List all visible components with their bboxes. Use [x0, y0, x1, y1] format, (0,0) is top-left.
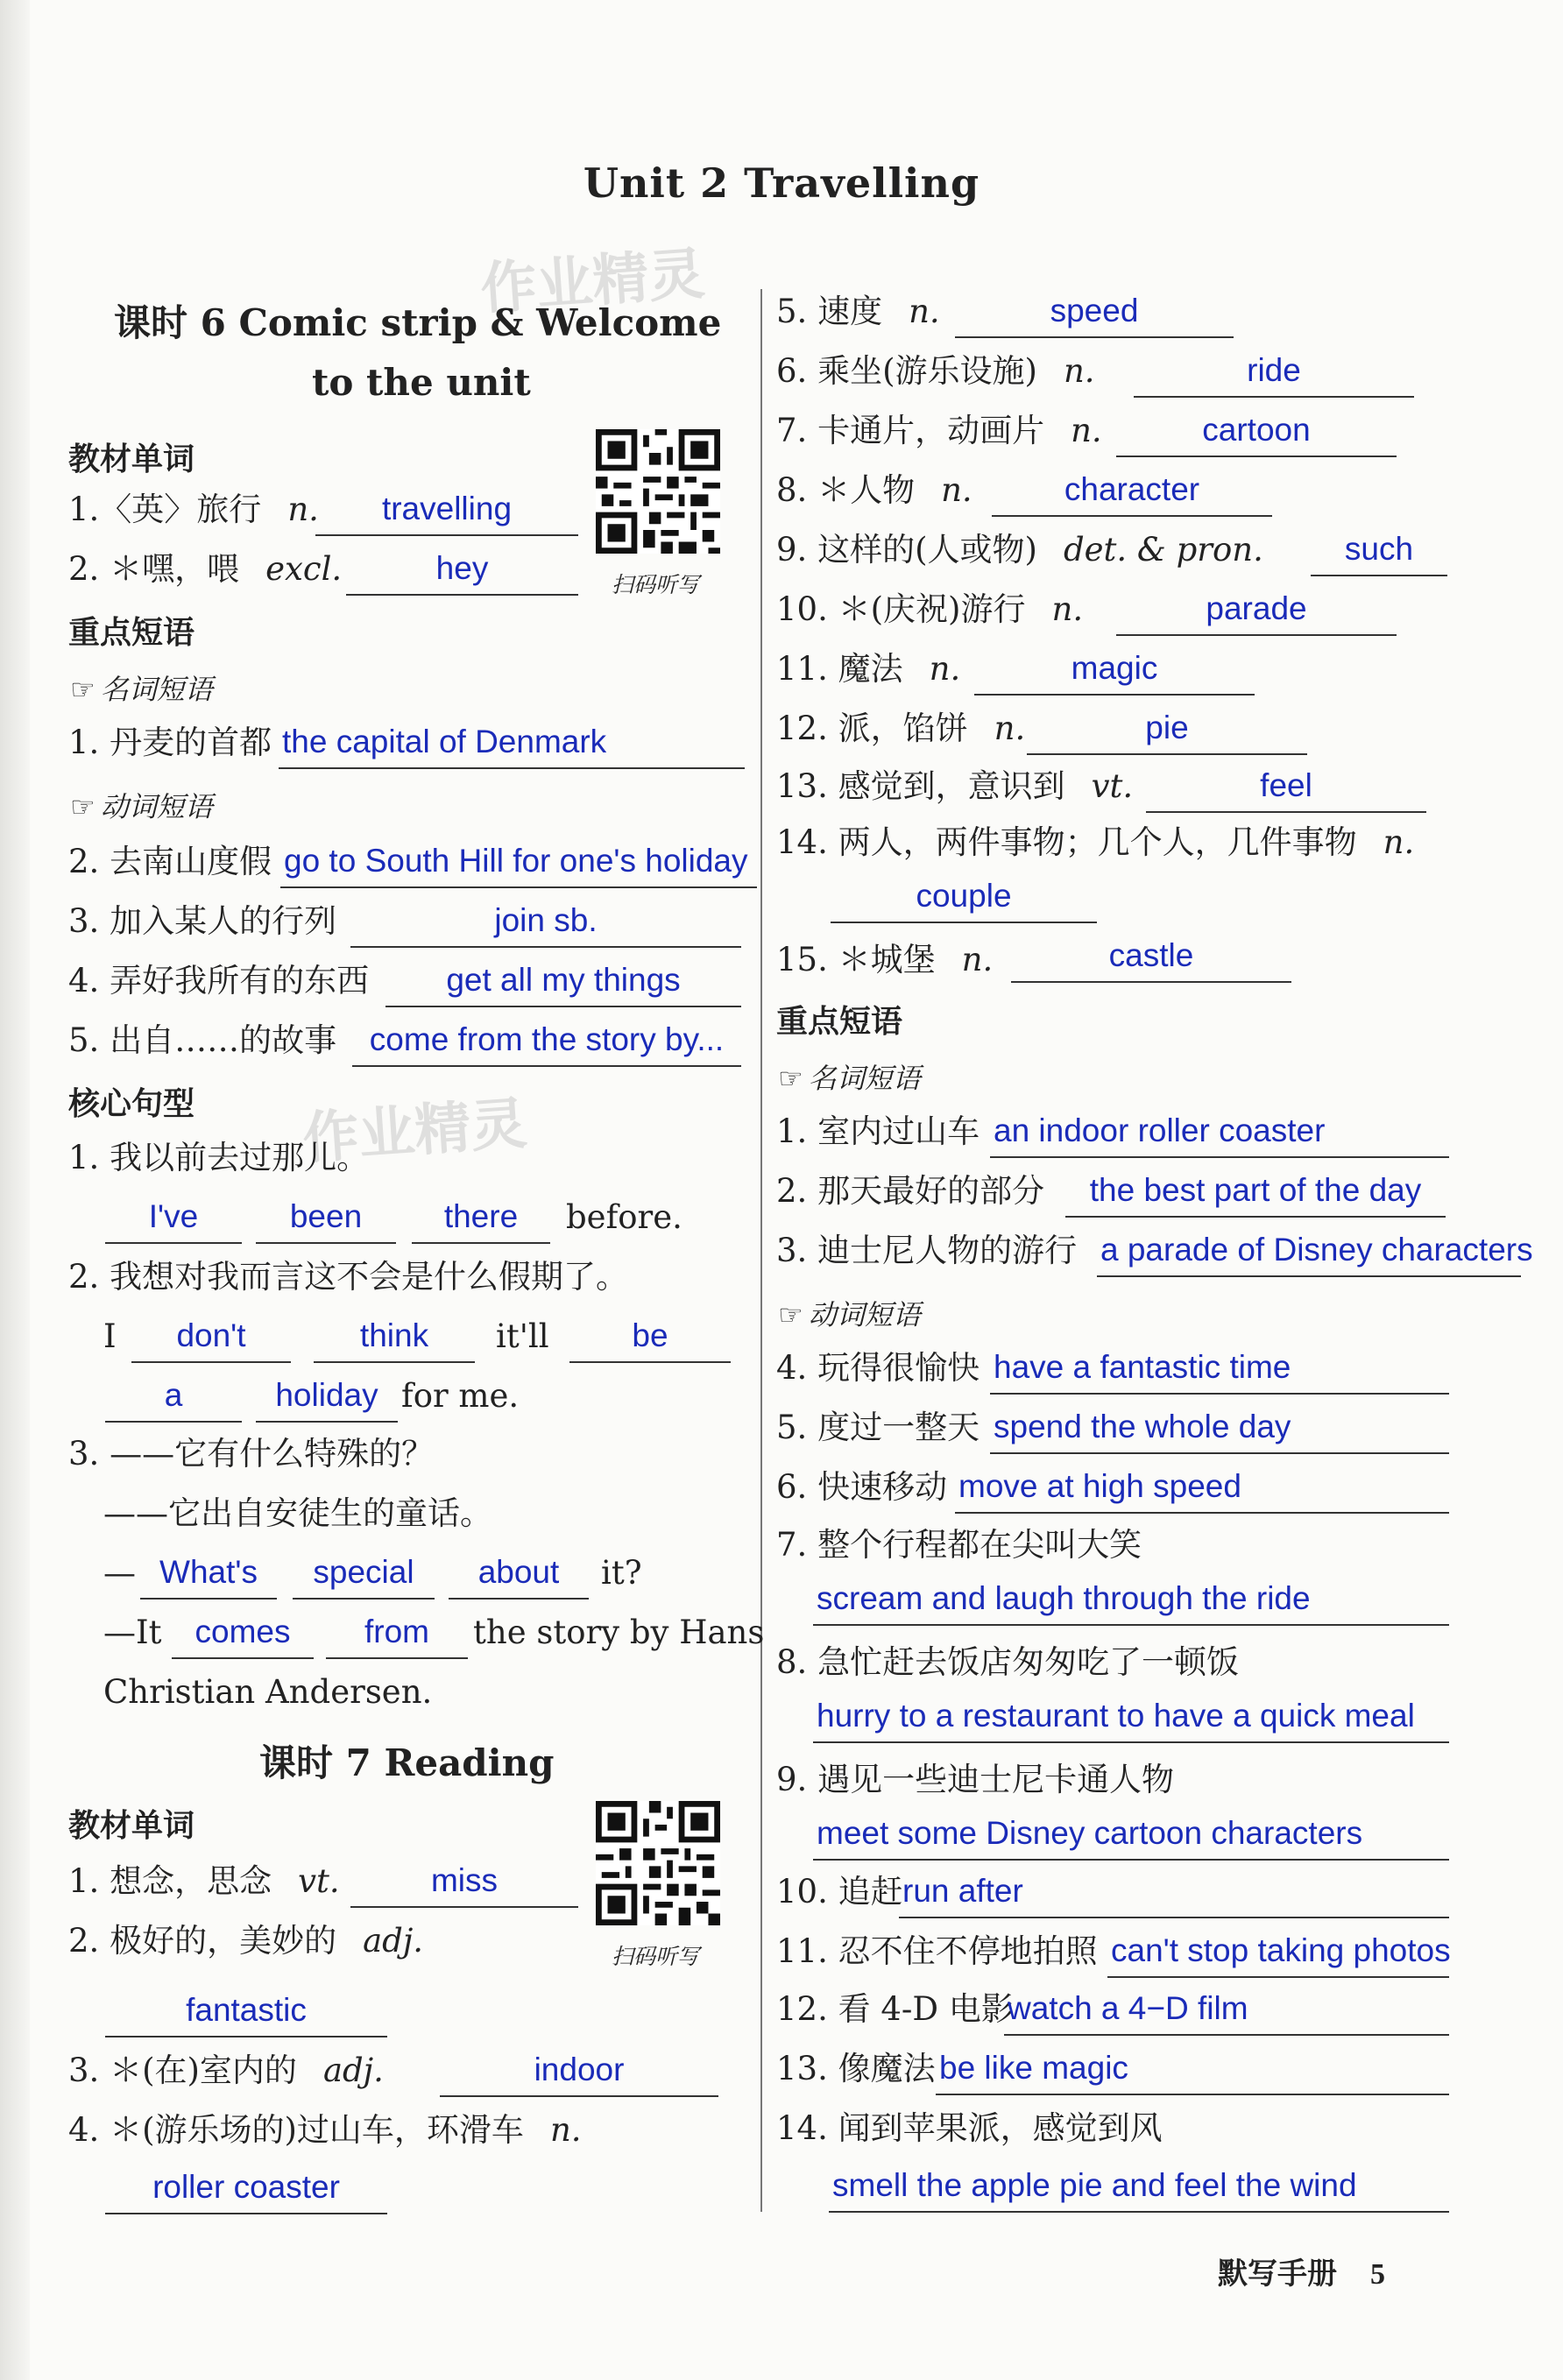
- answer-field[interactable]: couple: [831, 874, 1097, 923]
- book-name: 默写手册: [1218, 2256, 1337, 2292]
- sentence-cn: 2. 我想对我而言这不会是什么假期了。: [68, 1258, 629, 1296]
- answer-field[interactable]: watch a 4−D film: [1004, 1987, 1449, 2036]
- vocab-item: 11. 魔法 n.: [776, 650, 961, 688]
- vocab-heading: 教材单词: [68, 1808, 195, 1844]
- answer-field[interactable]: comes: [172, 1610, 314, 1659]
- vocab-item: 14. 两人，两件事物；几个人，几件事物 n.: [776, 823, 1415, 861]
- answer-field[interactable]: roller coaster: [105, 2165, 387, 2214]
- phrase-item: 4. 弄好我所有的东西: [68, 962, 370, 999]
- answer-field[interactable]: cartoon: [1116, 408, 1397, 457]
- verb-phrases-label: ☞ 动词短语: [70, 790, 213, 823]
- phrase-item: 13. 像魔法: [776, 2050, 936, 2087]
- vocab-item: 10. ＊(庆祝)游行 n.: [776, 590, 1084, 628]
- sentence-text: it?: [601, 1554, 642, 1592]
- answer-field[interactable]: magic: [974, 646, 1255, 696]
- sentence-text: before.: [566, 1198, 682, 1236]
- answer-field[interactable]: character: [992, 468, 1272, 517]
- answer-field[interactable]: think: [314, 1314, 475, 1363]
- answer-field[interactable]: fantastic: [105, 1988, 387, 2037]
- qr-caption: 扫码听写: [612, 1944, 700, 1969]
- phrase-item: 6. 快速移动: [776, 1468, 948, 1506]
- answer-field[interactable]: move at high speed: [955, 1465, 1449, 1514]
- answer-field[interactable]: go to South Hill for one's holiday: [280, 839, 757, 888]
- answer-field[interactable]: speed: [955, 289, 1234, 338]
- answer-field[interactable]: the capital of Denmark: [279, 720, 745, 769]
- lesson6-title-line2: to the unit: [312, 361, 531, 404]
- sentence-text: I: [103, 1317, 117, 1355]
- phrase-item: 10. 追赶: [776, 1873, 903, 1910]
- sentence-text: Christian Andersen.: [103, 1673, 433, 1711]
- sentence-text: for me.: [401, 1377, 520, 1415]
- phrase-item: 3. 迪士尼人物的游行: [776, 1232, 1078, 1269]
- answer-field[interactable]: What's: [140, 1550, 277, 1600]
- answer-field[interactable]: a: [105, 1374, 242, 1423]
- sentence-text: the story by Hans: [473, 1614, 765, 1651]
- answer-field[interactable]: meet some Disney cartoon characters: [813, 1811, 1449, 1861]
- answer-field[interactable]: there: [412, 1195, 550, 1244]
- answer-field[interactable]: feel: [1146, 764, 1426, 813]
- answer-field[interactable]: been: [256, 1195, 396, 1244]
- sentence-cn: 3. ——它有什么特殊的？: [68, 1435, 435, 1472]
- answer-field[interactable]: get all my things: [385, 958, 741, 1007]
- phrase-item: 7. 整个行程都在尖叫大笑: [776, 1526, 1142, 1564]
- answer-field[interactable]: scream and laugh through the ride: [813, 1577, 1449, 1626]
- phrases-heading: 重点短语: [68, 615, 195, 651]
- answer-field[interactable]: don't: [131, 1314, 291, 1363]
- watermark: 作业精灵: [301, 1091, 529, 1172]
- answer-field[interactable]: ride: [1134, 349, 1414, 398]
- answer-field[interactable]: miss: [350, 1859, 578, 1908]
- answer-field[interactable]: be: [569, 1314, 731, 1363]
- answer-field[interactable]: parade: [1116, 587, 1397, 636]
- sentence-text: —It: [103, 1614, 162, 1651]
- noun-phrases-label: ☞ 名词短语: [70, 673, 213, 706]
- phrase-item: 3. 加入某人的行列: [68, 902, 337, 940]
- phrase-item: 11. 忍不住不停地拍照: [776, 1932, 1098, 1970]
- vocab-item: 15. ＊城堡 n.: [776, 941, 994, 978]
- sentence-cn: 1. 我以前去过那儿。: [68, 1139, 370, 1176]
- phrases-heading: 重点短语: [776, 1004, 903, 1040]
- answer-field[interactable]: hurry to a restaurant to have a quick meal: [813, 1694, 1449, 1743]
- answer-field[interactable]: the best part of the day: [1065, 1169, 1446, 1218]
- phrase-item: 4. 玩得很愉快: [776, 1349, 980, 1387]
- qr-code-icon[interactable]: [596, 1801, 720, 1925]
- sentence-text: —: [103, 1554, 136, 1592]
- vocab-item: 2. ＊嘿，喂 excl.: [68, 550, 343, 588]
- answer-field[interactable]: come from the story by...: [352, 1018, 741, 1067]
- answer-field[interactable]: travelling: [315, 487, 578, 536]
- answer-field[interactable]: from: [326, 1610, 468, 1659]
- sentence-cn: ——它出自安徒生的童话。: [103, 1494, 492, 1532]
- sentences-heading: 核心句型: [68, 1086, 195, 1122]
- page-edge-shadow: [0, 0, 30, 2380]
- phrase-item: 1. 室内过山车: [776, 1112, 980, 1150]
- vocab-item: 2. 极好的，美妙的 adj.: [68, 1922, 424, 1960]
- answer-field[interactable]: holiday: [256, 1374, 398, 1423]
- vocab-item: 13. 感觉到，意识到 vt.: [776, 767, 1134, 805]
- answer-field[interactable]: special: [293, 1550, 435, 1600]
- vocab-item: 1. 想念，思念 vt.: [68, 1862, 340, 1900]
- vocab-item: 5. 速度 n.: [776, 293, 940, 330]
- phrase-item: 1. 丹麦的首都: [68, 724, 272, 761]
- answer-field[interactable]: smell the apple pie and feel the wind: [829, 2164, 1449, 2213]
- answer-field[interactable]: can't stop taking photos: [1107, 1929, 1449, 1978]
- qr-caption: 扫码听写: [612, 572, 700, 597]
- answer-field[interactable]: castle: [1011, 934, 1291, 983]
- phrase-item: 8. 急忙赶去饭店匆匆吃了一顿饭: [776, 1643, 1240, 1681]
- verb-phrases-label: ☞ 动词短语: [778, 1298, 921, 1331]
- pointing-hand-icon: ☞: [70, 673, 95, 706]
- unit-title: Unit 2 Travelling: [583, 159, 980, 207]
- answer-field[interactable]: join sb.: [350, 899, 741, 948]
- qr-code-icon[interactable]: [596, 429, 720, 554]
- lesson7-title: 课时 7 Reading: [259, 1741, 555, 1784]
- answer-field[interactable]: such: [1311, 527, 1447, 576]
- phrase-item: 5. 度过一整天: [776, 1409, 980, 1446]
- column-divider: [760, 289, 762, 2212]
- answer-field[interactable]: hey: [346, 547, 578, 596]
- answer-field[interactable]: about: [449, 1550, 589, 1600]
- phrase-item: 9. 遇见一些迪士尼卡通人物: [776, 1761, 1175, 1798]
- vocab-item: 1.〈英〉旅行 n.: [68, 491, 319, 528]
- answer-field[interactable]: have a fantastic time: [990, 1345, 1449, 1395]
- lesson6-title: 课时 6 Comic strip & Welcome: [114, 301, 722, 344]
- answer-field[interactable]: spend the whole day: [990, 1405, 1449, 1454]
- answer-field[interactable]: a parade of Disney characters: [1097, 1228, 1521, 1277]
- vocab-item: 7. 卡通片，动画片 n.: [776, 412, 1102, 449]
- vocab-item: 3. ＊(在)室内的 adj.: [68, 2052, 384, 2089]
- phrase-item: 5. 出自……的故事: [68, 1021, 337, 1059]
- sentence-text: it'll: [496, 1317, 549, 1355]
- answer-field[interactable]: run after: [899, 1869, 1449, 1918]
- noun-phrases-label: ☞ 名词短语: [778, 1062, 921, 1095]
- watermark: 作业精灵: [478, 242, 707, 322]
- pointing-hand-icon: ☞: [778, 1298, 803, 1331]
- phrase-item: 2. 那天最好的部分: [776, 1172, 1045, 1210]
- answer-field[interactable]: indoor: [440, 2048, 718, 2097]
- answer-field[interactable]: I've: [105, 1195, 242, 1244]
- vocab-item: 12. 派，馅饼 n.: [776, 710, 1026, 747]
- phrase-item: 14. 闻到苹果派，感觉到风: [776, 2109, 1163, 2147]
- vocab-item: 9. 这样的(人或物) det. & pron.: [776, 531, 1263, 569]
- page-footer: [1218, 2249, 1385, 2292]
- vocab-heading: 教材单词: [68, 441, 195, 477]
- answer-field[interactable]: pie: [1027, 706, 1307, 755]
- phrase-item: 12. 看 4-D 电影: [776, 1990, 1014, 2028]
- phrase-item: 2. 去南山度假: [68, 843, 272, 880]
- answer-field[interactable]: an indoor roller coaster: [990, 1109, 1449, 1158]
- pointing-hand-icon: ☞: [778, 1062, 803, 1095]
- vocab-item: 6. 乘坐(游乐设施) n.: [776, 352, 1095, 390]
- vocab-item: 8. ＊人物 n.: [776, 471, 972, 509]
- vocab-item: 4. ＊(游乐场的)过山车，环滑车 n.: [68, 2111, 582, 2149]
- page-number: 5: [1370, 2258, 1385, 2291]
- pointing-hand-icon: ☞: [70, 790, 95, 823]
- answer-field[interactable]: be like magic: [936, 2046, 1449, 2095]
